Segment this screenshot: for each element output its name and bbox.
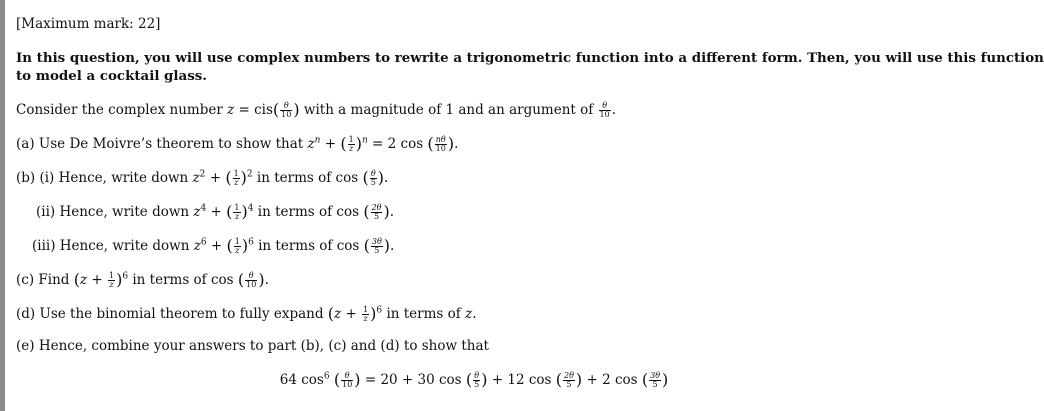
left-border [0, 0, 5, 411]
fraction: $\frac{1}{z}$ [233, 169, 239, 187]
fraction: $\frac{\theta}{5}$ [474, 371, 480, 389]
fraction: $\frac{2\theta}{5}$ [371, 203, 382, 221]
max-mark: [Maximum mark: 22] [16, 16, 161, 32]
fraction: $\frac{\theta}{10}$ [281, 101, 292, 119]
fraction: $\frac{\theta}{5}$ [370, 169, 376, 187]
fraction: $\frac{1}{z}$ [234, 203, 240, 221]
fraction: $\frac{n\theta}{10}$ [435, 135, 446, 153]
fraction: $\frac{2\theta}{5}$ [564, 371, 574, 389]
part-e: (e) Hence, combine your answers to part (b), (c) and (d) to show that [16, 338, 489, 354]
intro-line-2: to model a cocktail glass. [16, 68, 207, 84]
part-c: (c) Find (z + $\frac{1}{z}$ )$^6$ in terms of cos ( $\frac{\theta}{10}$ ). [16, 270, 269, 289]
fraction: $\frac{3\theta}{5}$ [650, 371, 661, 389]
fraction: $\frac{3\theta}{5}$ [371, 237, 382, 255]
part-a: (a) Use De Moivre’s theorem to show that $z^n$ + ( $\frac{1}{z}$ )$^n$ = 2 cos ( $\frac{n\theta}{10}$ ). [16, 134, 459, 153]
fraction: $\frac{1}{z}$ [108, 271, 115, 289]
intro-line-1: In this question, you will use complex numbers to rewrite a trigonometric function into a different form. Then, you will use this function [16, 50, 1044, 66]
part-b-i: (b) (i) Hence, write down $z^2$ + ( $\frac{1}{z}$ )$^2$ in terms of cos ( $\frac{\theta}{5}$ ). [16, 168, 389, 187]
part-b-iii: (iii) Hence, write down $z^6$ + ( $\frac{1}{z}$ )$^6$ in terms of cos ( $\frac{3\theta}{5}$ ). [32, 236, 395, 255]
part-b-ii: (ii) Hence, write down $z^4$ + ( $\frac{1}{z}$ )$^4$ in terms of cos ( $\frac{2\theta}{5}$ ). [36, 202, 395, 221]
fraction: $\frac{\theta}{10}$ [246, 271, 257, 289]
fraction: $\frac{\theta}{10}$ [342, 371, 353, 389]
consider-line: Consider the complex number z = cis( $\frac{\theta}{10}$ ) with a magnitude of 1 and an argument of $\frac{\theta}{10}$ . [16, 100, 617, 119]
part-d: (d) Use the binomial theorem to fully expand (z + $\frac{1}{z}$ )$^6$ in terms of z. [16, 304, 477, 323]
fraction: $\frac{\theta}{10}$ [599, 101, 610, 119]
fraction: $\frac{1}{z}$ [348, 135, 354, 153]
final-equation: 64 $\cos^6$ ( $\frac{\theta}{10}$ ) = 20 + 30 cos ( $\frac{\theta}{5}$ ) + 12 cos ( $\frac{2\theta}{5}$ ) + 2 cos ( $\frac{3\theta}{5}$ ) [279, 370, 669, 389]
fraction: $\frac{1}{z}$ [234, 237, 240, 255]
fraction: $\frac{1}{z}$ [363, 305, 369, 323]
